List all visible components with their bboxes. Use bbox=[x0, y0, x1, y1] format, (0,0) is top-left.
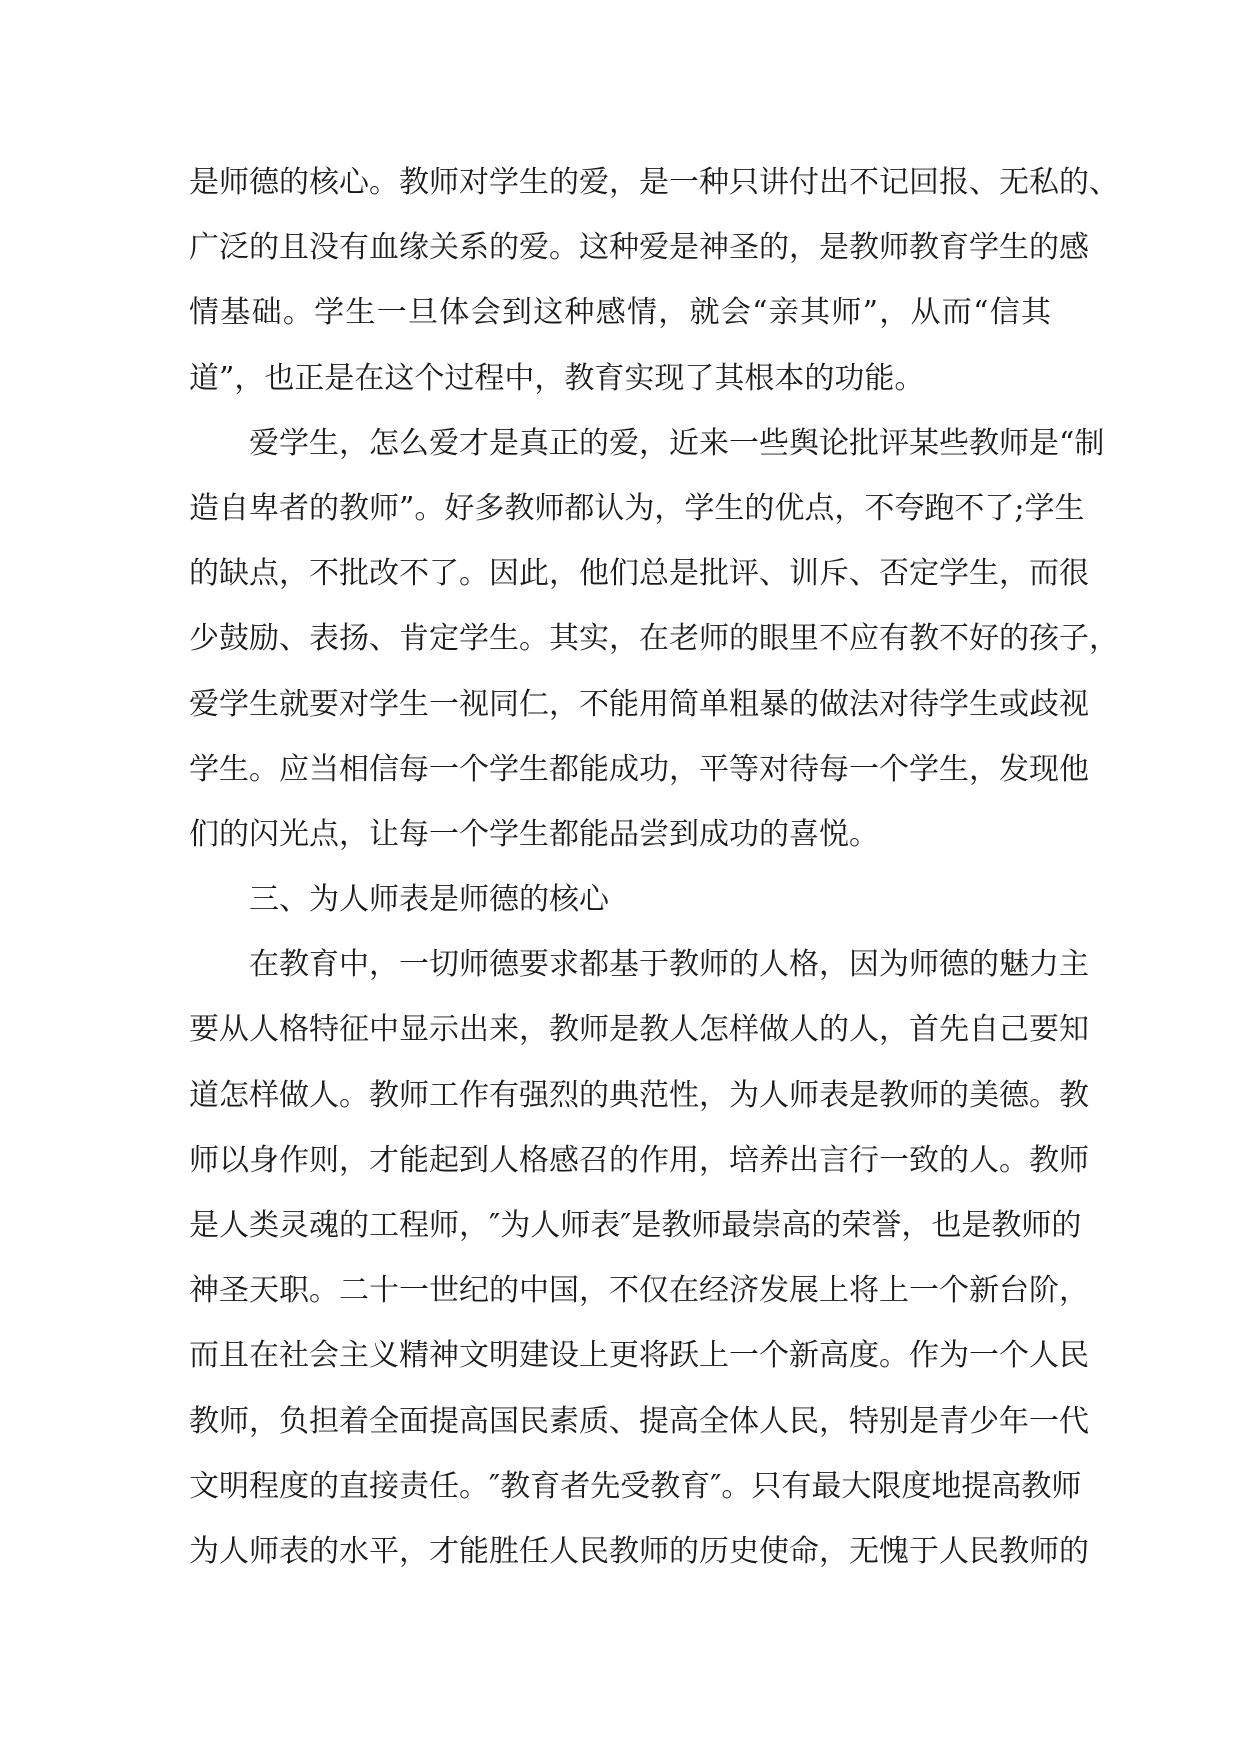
text-line: 是师德的核心。教师对学生的爱，是一种只讲付出不记回报、无私的、 bbox=[189, 165, 1119, 200]
text-line: 在教育中，一切师德要求都基于教师的人格，因为师德的魅力主 bbox=[249, 947, 1089, 983]
text-line: 爱学生就要对学生一视同仁，不能用简单粗暴的做法对待学生或歧视 bbox=[189, 686, 1089, 722]
text-line: 教师，负担着全面提高国民素质、提高全体人民，特别是青少年一代 bbox=[189, 1403, 1089, 1439]
text-line: 学生。应当相信每一个学生都能成功，平等对待每一个学生，发现他 bbox=[189, 751, 1089, 787]
section-heading bbox=[189, 867, 1051, 932]
text-line: 少鼓励、表扬、肯定学生。其实，在老师的眼里不应有教不好的孩子， bbox=[189, 621, 1119, 657]
text-line: 的缺点，不批改不了。因此，他们总是批评、训斥、否定学生，而很 bbox=[189, 556, 1089, 592]
text-line: 爱学生，怎么爱才是真正的爱，近来一些舆论批评某些教师是“制 bbox=[249, 425, 1105, 461]
paragraph bbox=[189, 932, 1089, 1584]
paragraph bbox=[189, 150, 1119, 411]
text-line: 为人师表的水平，才能胜任人民教师的历史使命，无愧于人民教师的 bbox=[189, 1533, 1089, 1569]
text-line: 情基础。学生一旦体会到这种感情，就会“亲其师”，从而“信其 bbox=[189, 295, 1051, 331]
text-line: 文明程度的直接责任。″教育者先受教育″。只有最大限度地提高教师 bbox=[189, 1468, 1082, 1504]
text-line: 要从人格特征中显示出来，教师是教人怎样做人的人，首先自己要知 bbox=[189, 1012, 1089, 1048]
document-body bbox=[189, 150, 1119, 1584]
text-line: 道”，也正是在这个过程中，教育实现了其根本的功能。 bbox=[189, 360, 925, 396]
text-line: 三、为人师表是师德的核心 bbox=[249, 882, 609, 918]
text-line: 是人类灵魂的工程师，″为人师表″是教师最崇高的荣誉，也是教师的 bbox=[189, 1208, 1082, 1243]
text-line: 师以身作则，才能起到人格感召的作用，培养出言行一致的人。教师 bbox=[189, 1142, 1089, 1178]
text-line: 造自卑者的教师”。好多教师都认为，学生的优点，不夸跑不了;学生 bbox=[189, 490, 1085, 526]
text-line: 道怎样做人。教师工作有强烈的典范性，为人师表是教师的美德。教 bbox=[189, 1077, 1089, 1113]
paragraph bbox=[189, 411, 1119, 867]
text-line: 而且在社会主义精神文明建设上更将跃上一个新高度。作为一个人民 bbox=[189, 1338, 1089, 1374]
text-line: 们的闪光点，让每一个学生都能品尝到成功的喜悦。 bbox=[189, 816, 879, 852]
text-line: 广泛的且没有血缘关系的爱。这种爱是神圣的，是教师教育学生的感 bbox=[189, 230, 1089, 266]
text-line: 神圣天职。二十一世纪的中国，不仅在经济发展上将上一个新台阶， bbox=[189, 1273, 1089, 1309]
